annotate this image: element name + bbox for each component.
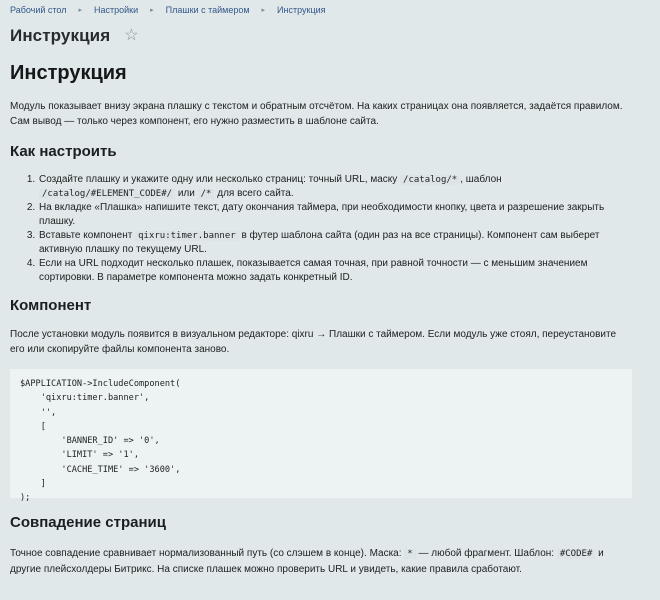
list-item <box>38 173 632 201</box>
page-title: Инструкция <box>10 26 111 45</box>
breadcrumb-separator-icon: ▸ <box>261 7 266 14</box>
step3-text-b: в футер шаблона сайта (один раз на все страницы). Компонент сам выберет активную плашку по текущему URL. <box>39 230 600 255</box>
match-heading: Совпадение страниц <box>10 514 166 531</box>
step1-text-a: Создайте плашку и укажите одну или несколько страниц: точный URL, маску <box>39 174 401 185</box>
match-paragraph <box>10 546 632 577</box>
step1-text-b: , шаблон <box>460 174 502 185</box>
component-code-block: $APPLICATION->IncludeComponent( 'qixru:timer.banner', '', [ 'BANNER_ID' => '0', 'LIMIT' => '1', 'CACHE_TIME' => '3600', ] ); <box>10 369 632 498</box>
match-text-c: и другие плейсхолдеры Битрикс. На списке плашек можно проверить URL и увидеть, какие правила сработают. <box>10 548 604 575</box>
code-placeholder: #CODE# <box>557 549 596 559</box>
breadcrumb-item-instruction[interactable]: Инструкция <box>277 5 326 15</box>
code-mask: /catalog/* <box>400 175 460 185</box>
breadcrumb-item-desktop[interactable]: Рабочий стол <box>10 5 67 15</box>
component-paragraph: После установки модуль появится в визуальном редакторе: qixru → Плашки с таймером. Если модуль уже стоял, переустановите его или скопируйте файлы компонента заново. <box>10 329 617 355</box>
breadcrumb-item-settings[interactable]: Настройки <box>94 5 139 15</box>
breadcrumb-item-timer-banners[interactable]: Плашки с таймером <box>165 5 250 15</box>
code-wildcard: * <box>404 549 415 559</box>
code-template: /catalog/#ELEMENT_CODE#/ <box>39 189 175 199</box>
component-heading: Компонент <box>10 297 92 314</box>
match-text-a: Точное совпадение сравнивает нормализованный путь (со слэшем в конце). Маска: <box>10 548 405 559</box>
doc-title: Инструкция <box>10 62 127 84</box>
list-item <box>38 229 632 257</box>
instruction-content <box>10 56 632 577</box>
page-header <box>10 26 139 46</box>
intro-paragraph: Модуль показывает внизу экрана плашку с текстом и обратным отсчётом. На каких страницах она появляется, задаётся правилом. Сам вывод — только через компонент, его нужно разместить в шаблоне сайта. <box>10 101 623 127</box>
step1-text-c: или <box>175 188 198 199</box>
step3-text-a: Вставьте компонент <box>39 230 136 241</box>
code-component-name: qixru:timer.banner <box>135 231 239 241</box>
list-item: 2. На вкладке «Плашка» напишите текст, дату окончания таймера, при необходимости кнопку, цвета и разрешение закрыть плашку. <box>38 201 632 229</box>
star-icon[interactable]: ☆ <box>124 27 139 44</box>
breadcrumb-separator-icon: ▸ <box>78 7 83 14</box>
setup-heading: Как настроить <box>10 143 117 160</box>
match-text-b: — любой фрагмент. Шаблон: <box>415 548 557 559</box>
breadcrumb <box>10 5 326 15</box>
step1-text-d: для всего сайта. <box>214 188 294 199</box>
list-item: 4. Если на URL подходит несколько плашек, показывается самая точная, при равной точности — с меньшим значением сортировки. В параметре компонента можно задать конкретный ID. <box>38 257 632 285</box>
breadcrumb-separator-icon: ▸ <box>150 7 154 14</box>
code-all-site: /* <box>198 189 215 199</box>
setup-steps <box>10 173 632 285</box>
